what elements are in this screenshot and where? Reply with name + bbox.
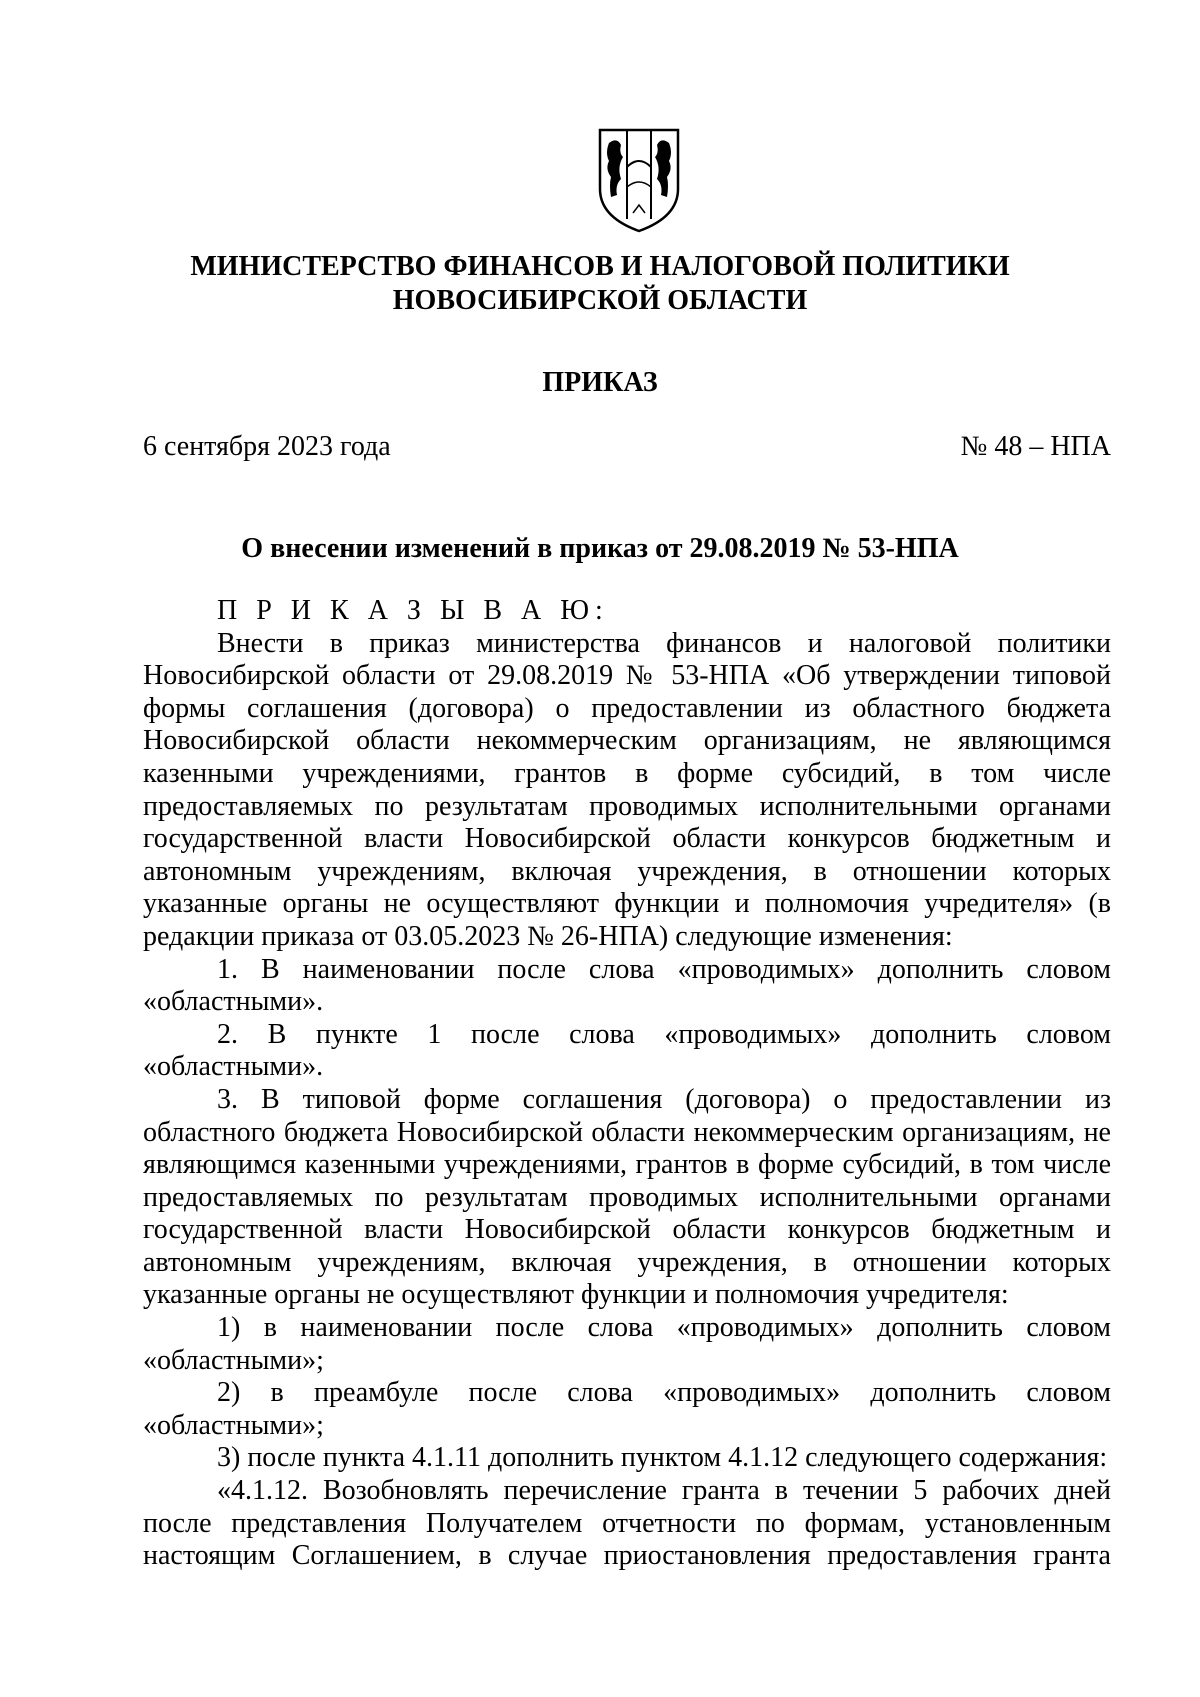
paragraph: 3) после пункта 4.1.11 дополнить пунктом 4.1.12 следующего содержания: — [217, 1442, 1108, 1474]
paragraph: 1) в наименовании после слова «проводимых» дополнить словом «областными»; — [143, 1312, 1111, 1376]
ministry-name-line2: НОВОСИБИРСКОЙ ОБЛАСТИ — [392, 285, 808, 316]
paragraph: 1. В наименовании после слова «проводимых» дополнить словом «областными». — [143, 953, 1111, 1018]
order-body — [143, 595, 1111, 1573]
order-date: 6 сентября 2023 года — [143, 431, 391, 462]
order-subject: О внесении изменений в приказ от 29.08.2019 № 53-НПА — [241, 533, 959, 564]
paragraph: 2) в преамбуле после слова «проводимых» дополнить словом «областными»; — [143, 1377, 1111, 1441]
order-directive: П Р И К А З Ы В А Ю: — [217, 595, 609, 626]
paragraph: Внести в приказ министерства финансов и налоговой политики Новосибирской области от 29.08.2019 № 53-НПА «Об утверждении типовой формы соглашения (договора) о предоставлении из областного бюджета Новосибирской области некоммерческим организациям, не являющимся казенными учреждениями, грантов в форме субсидий, в том числе предоставляемых по результатам проводимых исполнительными органами государственной власти Новосибирской области конкурсов бюджетным и автономным учреждениям, включая учреждения, в отношении которых указанные органы не осуществляют функции и полномочия учредителя» (в редакции приказа от 03.05.2023 № 26-НПА) следующие изменения: — [143, 627, 1111, 952]
paragraph: «4.1.12. Возобновлять перечисление гранта в течении 5 рабочих дней после представления Получателем отчетности по формам, установленным настоящим Соглашением, в случае приостановления предоставления гранта — [143, 1475, 1111, 1572]
paragraph: 3. В типовой форме соглашения (договора) о предоставлении из областного бюджета Новосибирской области некоммерческим организациям, не являющимся казенными учреждениями, грантов в форме субсидий, в том числе предоставляемых по результатам проводимых исполнительными органами государственной власти Новосибирской области конкурсов бюджетным и автономным учреждениям, включая учреждения, в отношении которых указанные органы не осуществляют функции и полномочия учредителя: — [143, 1083, 1111, 1311]
novosibirsk-coat-of-arms-icon — [597, 127, 681, 235]
ministry-name-line1: МИНИСТЕРСТВО ФИНАНСОВ И НАЛОГОВОЙ ПОЛИТИКИ — [190, 251, 1010, 282]
order-number: № 48 – НПА — [960, 431, 1111, 462]
paragraph: 2. В пункте 1 после слова «проводимых» дополнить словом «областными». — [143, 1018, 1111, 1083]
document-type: ПРИКАЗ — [542, 367, 658, 398]
